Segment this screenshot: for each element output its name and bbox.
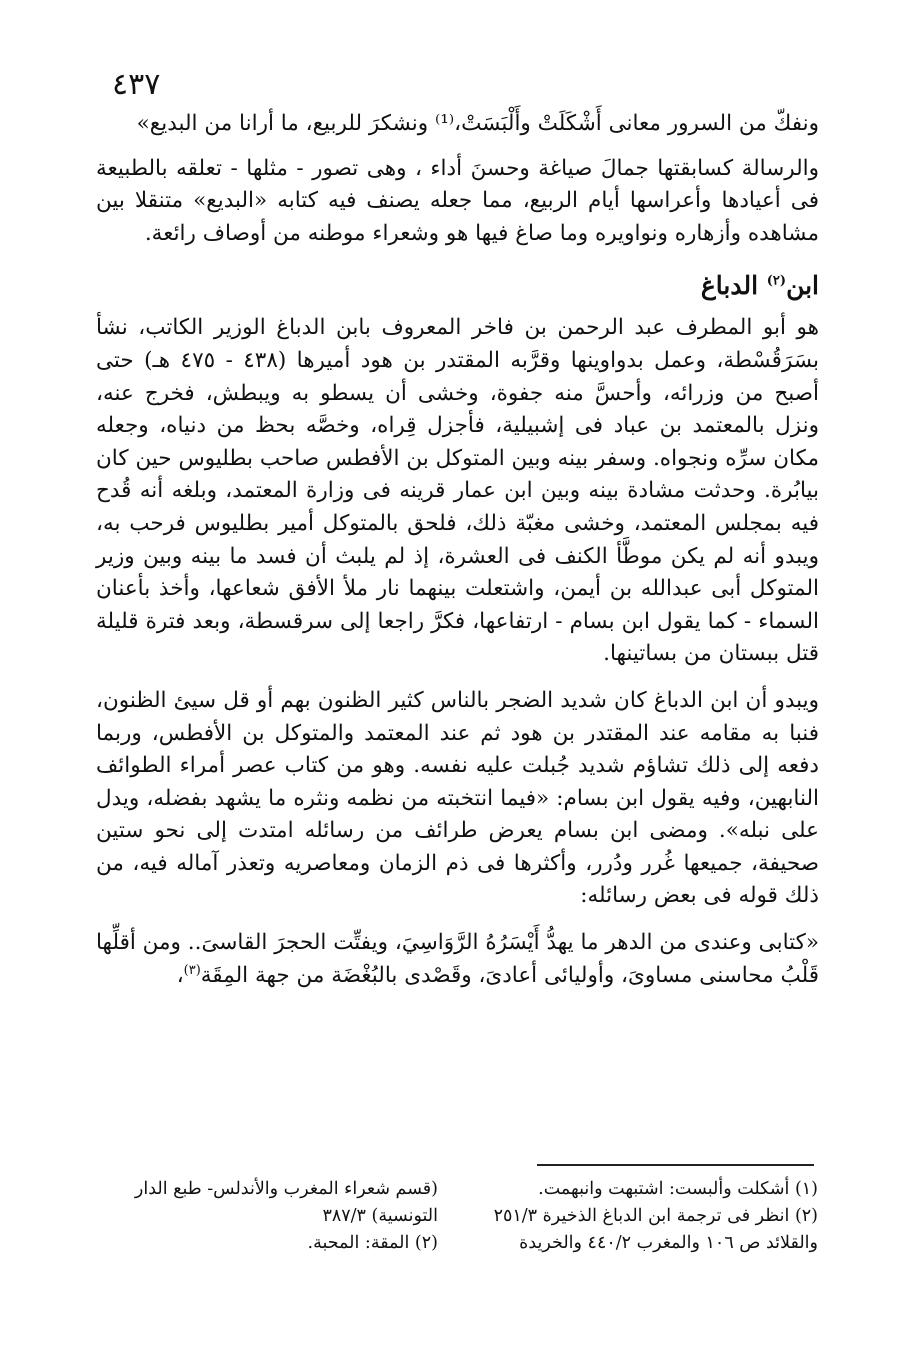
paragraph-1: ونفكّ من السرور معانى أَشْكَلَتْ وأَلْبَسَتْ،⁽¹⁾ ونشكرَ للربيع، ما أرانا من البديع» — [136, 111, 819, 136]
footnote-line: (قسم شعراء المغرب والأندلس- طبع الدار — [134, 1179, 438, 1199]
footnotes-left-column — [88, 1176, 438, 1257]
page-number: ٤٣٧ — [112, 67, 161, 102]
paragraph-3: هو أبو المطرف عبد الرحمن بن فاخر المعروف بابن الدباغ الوزير الكاتب، نشأ بسَرَقُسْطة، وعمل بدواوينها وقرَّبه المقتدر بن هود أميرها (٤٣٨ - ٤٧٥ هـ) حتى أصبح من وزرائه، وأحسَّ منه جفوة، وخشى أن يسطو به ويبطش، فخرج عنه، ونزل بالمعتمد بن عباد فى إشبيلية، فأجزل قِراه، وخصَّه بحظ من دنياه، وجعله مكان سرِّه ونجواه. وسفر بينه وبين المتوكل بن الأفطس صاحب بطليوس حين كان بيابُرة. وحدثت مشادة بينه وبين ابن عمار قرينه فى وزارة المعتمد، وبلغه أنه قُدح فيه بمجلس المعتمد، وخشى مغبّة ذلك، فلحق بالمتوكل أمير بطليوس فرحب به، ويبدو أنه لم يكن موطَّأ الكنف فى العشرة، إذ لم يلبث أن فسد ما بينه وبين وزير المتوكل أبى عبدالله بن أيمن، واشتعلت بينهما نار ملأ الأفق شعاعها، وأخذ بأعنان السماء - كما يقول ابن بسام - ارتفاعها، فكرَّ راجعا إلى سرقسطة، وبعد فترة قليلة قتل ببستان من بساتينها. — [96, 315, 819, 667]
paragraph-5 — [96, 927, 819, 992]
quote-footnote-marker: (٣) — [183, 962, 201, 978]
quote-text: «كتابى وعندى من الدهر ما يهدُّ أَيْسَرُهُ الرَّوَاسِيَ، ويفتِّت الحجرَ القاسىَ.. ومن أقلِّها قَلْبُ محاسنى مساوىَ، وأوليائى أعادىَ، وقَصْدى بالبُغْضَة من جهة المِقَة — [96, 930, 819, 988]
main-text — [96, 108, 819, 992]
heading-name: ابن — [786, 271, 819, 301]
footnote-line: (١) أشكلت وألبست: اشتبهت وانبهمت. — [538, 1179, 818, 1199]
footnotes-right-column — [480, 1176, 818, 1257]
footnote-line: التونسية) ٣٨٧/٣ — [322, 1206, 438, 1226]
heading-name-rest: الدباغ — [700, 271, 767, 301]
heading-footnote-marker: (٢) — [766, 274, 787, 290]
quote-tail: ، — [176, 962, 184, 988]
paragraph-4: ويبدو أن ابن الدباغ كان شديد الضجر بالناس كثير الظنون بهم أو قل سيئ الظنون، فنبا به مقامه عند المقتدر بن هود ثم عند المعتمد والمتوكل بن الأفطس، وربما دفعه إلى ذلك تشاؤم شديد جُبلت عليه نفسه. وهو من كتاب عصر أمراء الطوائف النابهين، وفيه يقول ابن بسام: «فيما انتخبته من نظمه ونثره ما يشهد بفضله، ويدل على نبله». ومضى ابن بسام يعرض طرائف من رسائله امتدت إلى نحو ستين صحيفة، جميعها غُرر ودُرر، وأكثرها فى ذم الزمان ومعاصريه وتعذر آماله فيه، من ذلك قوله فى بعض رسائله: — [96, 687, 819, 909]
footnote-line: والقلائد ص ١٠٦ والمغرب ٤٤٠/٢ والخريدة — [519, 1233, 818, 1253]
paragraph-2: والرسالة كسابقتها جمالَ صياغة وحسنَ أداء ، وهى تصور - مثلها - تعلقه بالطبيعة فى أعيادها وأعراسها أيام الربيع، مما جعله يصنف فيه كتابه «البديع» متنقلا بين مشاهده وأزهاره ونواويره وما صاغ فيها هو وشعراء موطنه من أوصاف رائعة. — [96, 155, 819, 246]
section-heading — [96, 268, 819, 304]
footnote-line: (٢) انظر فى ترجمة ابن الدباغ الذخيرة ٢٥١/٣ — [493, 1206, 818, 1226]
footnote-separator — [537, 1164, 814, 1166]
footnote-line: (٢) المقة: المحبة. — [307, 1233, 438, 1253]
